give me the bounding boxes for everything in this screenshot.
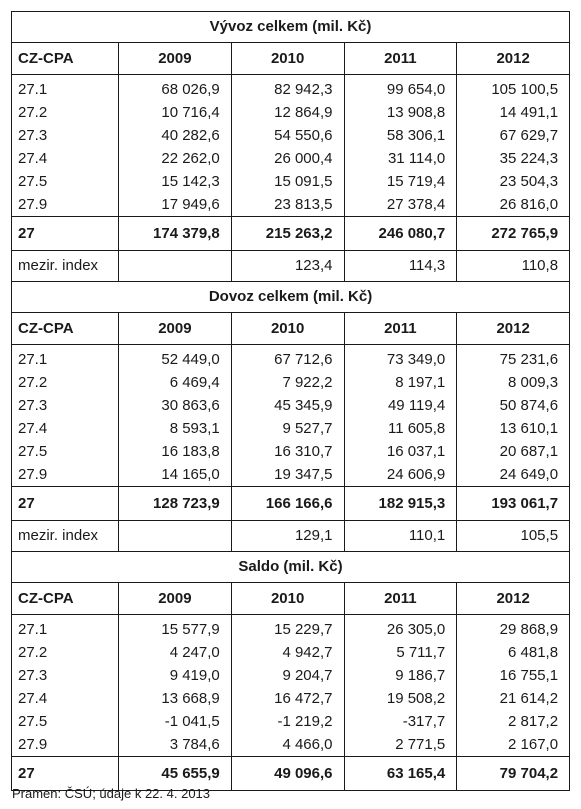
row-value: 16 037,1 <box>344 440 457 463</box>
row-value: 14 491,1 <box>457 101 570 124</box>
section-title-row <box>12 282 570 313</box>
header-year: 2011 <box>344 583 457 615</box>
table-row <box>12 371 570 394</box>
row-value: 26 305,0 <box>344 615 457 642</box>
row-value: 2 167,0 <box>457 733 570 757</box>
header-year: 2011 <box>344 313 457 345</box>
row-value: 12 864,9 <box>231 101 344 124</box>
table-row <box>12 463 570 487</box>
table-row <box>12 615 570 642</box>
header-year: 2010 <box>231 43 344 75</box>
index-label: mezir. index <box>12 251 119 282</box>
total-value: 193 061,7 <box>457 487 570 521</box>
header-year: 2009 <box>119 583 232 615</box>
table-row <box>12 75 570 102</box>
row-value: 15 091,5 <box>231 170 344 193</box>
row-value: 58 306,1 <box>344 124 457 147</box>
row-code: 27.1 <box>12 345 119 372</box>
row-value: 49 119,4 <box>344 394 457 417</box>
row-value: 8 009,3 <box>457 371 570 394</box>
row-value: 40 282,6 <box>119 124 232 147</box>
row-value: 82 942,3 <box>231 75 344 102</box>
index-label: mezir. index <box>12 521 119 552</box>
total-value: 246 080,7 <box>344 217 457 251</box>
table-row <box>12 124 570 147</box>
row-value: 4 942,7 <box>231 641 344 664</box>
total-value: 215 263,2 <box>231 217 344 251</box>
row-value: 4 247,0 <box>119 641 232 664</box>
row-value: 14 165,0 <box>119 463 232 487</box>
row-value: 13 610,1 <box>457 417 570 440</box>
trade-table <box>11 11 570 791</box>
total-code: 27 <box>12 487 119 521</box>
section-title: Vývoz celkem (mil. Kč) <box>12 12 570 43</box>
table-row <box>12 664 570 687</box>
row-value: 5 711,7 <box>344 641 457 664</box>
table-row <box>12 440 570 463</box>
row-value: 13 668,9 <box>119 687 232 710</box>
row-value: 54 550,6 <box>231 124 344 147</box>
row-code: 27.4 <box>12 417 119 440</box>
row-value: 15 142,3 <box>119 170 232 193</box>
row-value: 6 481,8 <box>457 641 570 664</box>
row-value: 22 262,0 <box>119 147 232 170</box>
section-title-row <box>12 12 570 43</box>
row-value: 2 771,5 <box>344 733 457 757</box>
row-value: 30 863,6 <box>119 394 232 417</box>
row-value: 9 186,7 <box>344 664 457 687</box>
row-value: 15 229,7 <box>231 615 344 642</box>
table-row <box>12 193 570 217</box>
total-value: 49 096,6 <box>231 757 344 791</box>
header-cz-cpa: CZ-CPA <box>12 313 119 345</box>
row-code: 27.2 <box>12 371 119 394</box>
header-year: 2010 <box>231 313 344 345</box>
row-value: -317,7 <box>344 710 457 733</box>
row-code: 27.5 <box>12 710 119 733</box>
row-code: 27.2 <box>12 101 119 124</box>
table-row <box>12 170 570 193</box>
table-row <box>12 641 570 664</box>
row-value: 15 719,4 <box>344 170 457 193</box>
index-value: 129,1 <box>231 521 344 552</box>
header-year: 2010 <box>231 583 344 615</box>
row-value: 17 949,6 <box>119 193 232 217</box>
row-value: 16 755,1 <box>457 664 570 687</box>
index-value: 114,3 <box>344 251 457 282</box>
row-value: 9 527,7 <box>231 417 344 440</box>
row-value: 26 000,4 <box>231 147 344 170</box>
table-row <box>12 147 570 170</box>
row-code: 27.4 <box>12 147 119 170</box>
row-value: 23 504,3 <box>457 170 570 193</box>
row-value: 21 614,2 <box>457 687 570 710</box>
row-value: 9 204,7 <box>231 664 344 687</box>
header-row <box>12 43 570 75</box>
header-cz-cpa: CZ-CPA <box>12 583 119 615</box>
header-row <box>12 583 570 615</box>
row-code: 27.9 <box>12 733 119 757</box>
index-value <box>119 521 232 552</box>
table-row <box>12 710 570 733</box>
row-value: 16 472,7 <box>231 687 344 710</box>
row-code: 27.9 <box>12 463 119 487</box>
index-value: 110,8 <box>457 251 570 282</box>
section-title-row <box>12 552 570 583</box>
section-title: Saldo (mil. Kč) <box>12 552 570 583</box>
row-value: 50 874,6 <box>457 394 570 417</box>
row-value: 52 449,0 <box>119 345 232 372</box>
header-year: 2012 <box>457 43 570 75</box>
table-row <box>12 417 570 440</box>
row-code: 27.2 <box>12 641 119 664</box>
header-row <box>12 313 570 345</box>
row-value: 24 606,9 <box>344 463 457 487</box>
row-value: 99 654,0 <box>344 75 457 102</box>
row-value: 9 419,0 <box>119 664 232 687</box>
index-row <box>12 251 570 282</box>
total-value: 45 655,9 <box>119 757 232 791</box>
row-value: 2 817,2 <box>457 710 570 733</box>
header-year: 2011 <box>344 43 457 75</box>
index-row <box>12 521 570 552</box>
row-value: 45 345,9 <box>231 394 344 417</box>
table-row <box>12 687 570 710</box>
index-value: 123,4 <box>231 251 344 282</box>
row-value: 105 100,5 <box>457 75 570 102</box>
row-value: 6 469,4 <box>119 371 232 394</box>
row-value: 26 816,0 <box>457 193 570 217</box>
total-value: 272 765,9 <box>457 217 570 251</box>
row-value: 8 197,1 <box>344 371 457 394</box>
row-code: 27.1 <box>12 75 119 102</box>
row-code: 27.3 <box>12 664 119 687</box>
index-value: 105,5 <box>457 521 570 552</box>
row-code: 27.9 <box>12 193 119 217</box>
row-code: 27.4 <box>12 687 119 710</box>
total-value: 166 166,6 <box>231 487 344 521</box>
row-value: 3 784,6 <box>119 733 232 757</box>
row-value: 4 466,0 <box>231 733 344 757</box>
row-value: 13 908,8 <box>344 101 457 124</box>
row-value: 16 310,7 <box>231 440 344 463</box>
row-value: 7 922,2 <box>231 371 344 394</box>
row-value: 10 716,4 <box>119 101 232 124</box>
header-year: 2012 <box>457 313 570 345</box>
row-value: 24 649,0 <box>457 463 570 487</box>
row-code: 27.1 <box>12 615 119 642</box>
table-row <box>12 101 570 124</box>
row-value: 11 605,8 <box>344 417 457 440</box>
row-value: 19 347,5 <box>231 463 344 487</box>
row-value: 73 349,0 <box>344 345 457 372</box>
row-value: 19 508,2 <box>344 687 457 710</box>
row-value: 67 712,6 <box>231 345 344 372</box>
row-value: 20 687,1 <box>457 440 570 463</box>
row-value: 16 183,8 <box>119 440 232 463</box>
row-code: 27.3 <box>12 124 119 147</box>
row-code: 27.5 <box>12 170 119 193</box>
total-row <box>12 217 570 251</box>
header-year: 2009 <box>119 313 232 345</box>
table-row <box>12 345 570 372</box>
index-value: 110,1 <box>344 521 457 552</box>
table-row <box>12 733 570 757</box>
row-value: 27 378,4 <box>344 193 457 217</box>
row-value: 23 813,5 <box>231 193 344 217</box>
header-year: 2009 <box>119 43 232 75</box>
row-value: 15 577,9 <box>119 615 232 642</box>
total-value: 79 704,2 <box>457 757 570 791</box>
section-title: Dovoz celkem (mil. Kč) <box>12 282 570 313</box>
row-value: 35 224,3 <box>457 147 570 170</box>
header-cz-cpa: CZ-CPA <box>12 43 119 75</box>
total-value: 63 165,4 <box>344 757 457 791</box>
table-row <box>12 394 570 417</box>
row-value: -1 041,5 <box>119 710 232 733</box>
row-code: 27.5 <box>12 440 119 463</box>
total-value: 128 723,9 <box>119 487 232 521</box>
trade-table-body <box>12 12 570 791</box>
source-note: Pramen: ČSÚ; údaje k 22. 4. 2013 <box>12 786 211 801</box>
total-code: 27 <box>12 757 119 791</box>
row-value: 8 593,1 <box>119 417 232 440</box>
row-value: -1 219,2 <box>231 710 344 733</box>
row-value: 31 114,0 <box>344 147 457 170</box>
row-code: 27.3 <box>12 394 119 417</box>
total-row <box>12 487 570 521</box>
header-year: 2012 <box>457 583 570 615</box>
row-value: 75 231,6 <box>457 345 570 372</box>
total-value: 182 915,3 <box>344 487 457 521</box>
row-value: 67 629,7 <box>457 124 570 147</box>
index-value <box>119 251 232 282</box>
total-value: 174 379,8 <box>119 217 232 251</box>
row-value: 29 868,9 <box>457 615 570 642</box>
row-value: 68 026,9 <box>119 75 232 102</box>
total-code: 27 <box>12 217 119 251</box>
